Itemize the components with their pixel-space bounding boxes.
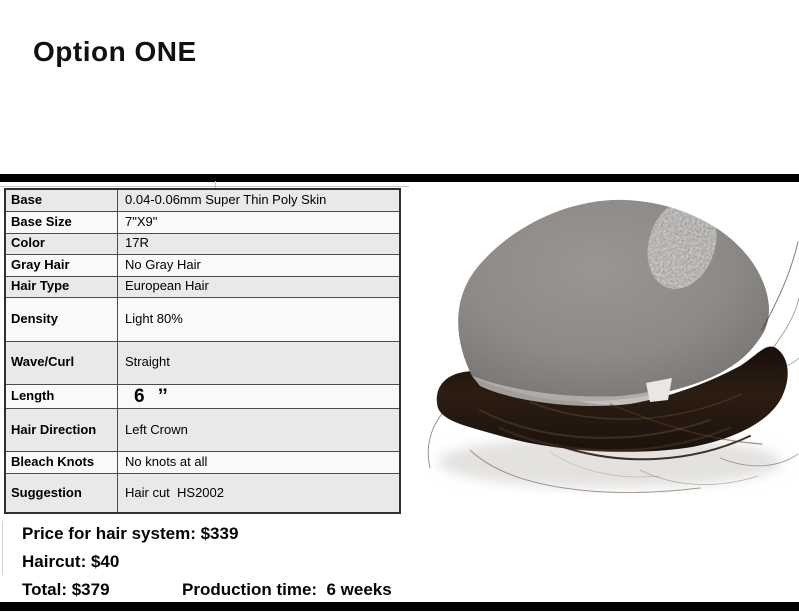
spec-value: European Hair (118, 276, 401, 297)
table-row (5, 474, 400, 513)
spec-value: No knots at all (118, 452, 401, 474)
spec-table (4, 188, 401, 514)
gridline-remnant-top (0, 186, 409, 187)
gridline-remnant-tick (215, 181, 216, 188)
gridline-remnant-left (2, 521, 3, 575)
spec-label: Base (5, 189, 118, 211)
total-line: Total: $379 (22, 580, 110, 599)
table-row (5, 409, 400, 452)
spec-label: Bleach Knots (5, 452, 118, 474)
table-row (5, 297, 400, 341)
spec-value: 7"X9" (118, 211, 401, 233)
spec-label: Gray Hair (5, 254, 118, 276)
spec-value: 0.04-0.06mm Super Thin Poly Skin (118, 189, 401, 211)
spec-value: Hair cut HS2002 (118, 474, 401, 513)
spec-value: Straight (118, 341, 401, 384)
production-time: Production time: 6 weeks (182, 580, 392, 599)
table-row (5, 254, 400, 276)
table-row (5, 384, 400, 409)
haircut-line: Haircut: $40 (22, 552, 120, 571)
spec-value: 17R (118, 233, 401, 254)
table-row (5, 452, 400, 474)
spec-value: Light 80% (118, 297, 401, 341)
table-row (5, 341, 400, 384)
spec-label: Length (5, 384, 118, 409)
page-title: Option ONE (33, 36, 197, 67)
spec-label: Base Size (5, 211, 118, 233)
spec-value: No Gray Hair (118, 254, 401, 276)
table-row (5, 211, 400, 233)
table-row (5, 276, 400, 297)
spec-label: Color (5, 233, 118, 254)
hair-system-photo (410, 180, 799, 510)
spec-value: Left Crown (118, 409, 401, 452)
bottom-divider-bar (0, 602, 799, 611)
spec-label: Wave/Curl (5, 341, 118, 384)
spec-label: Hair Type (5, 276, 118, 297)
spec-label: Hair Direction (5, 409, 118, 452)
table-row (5, 233, 400, 254)
pricing-section (22, 524, 582, 600)
total-row (22, 580, 582, 600)
table-row (5, 189, 400, 211)
poly-skin-texture (458, 200, 769, 401)
spec-label: Suggestion (5, 474, 118, 513)
spec-value-length: 6 ’’ (118, 384, 401, 409)
price-line: Price for hair system: $339 (22, 524, 239, 543)
spec-label: Density (5, 297, 118, 341)
